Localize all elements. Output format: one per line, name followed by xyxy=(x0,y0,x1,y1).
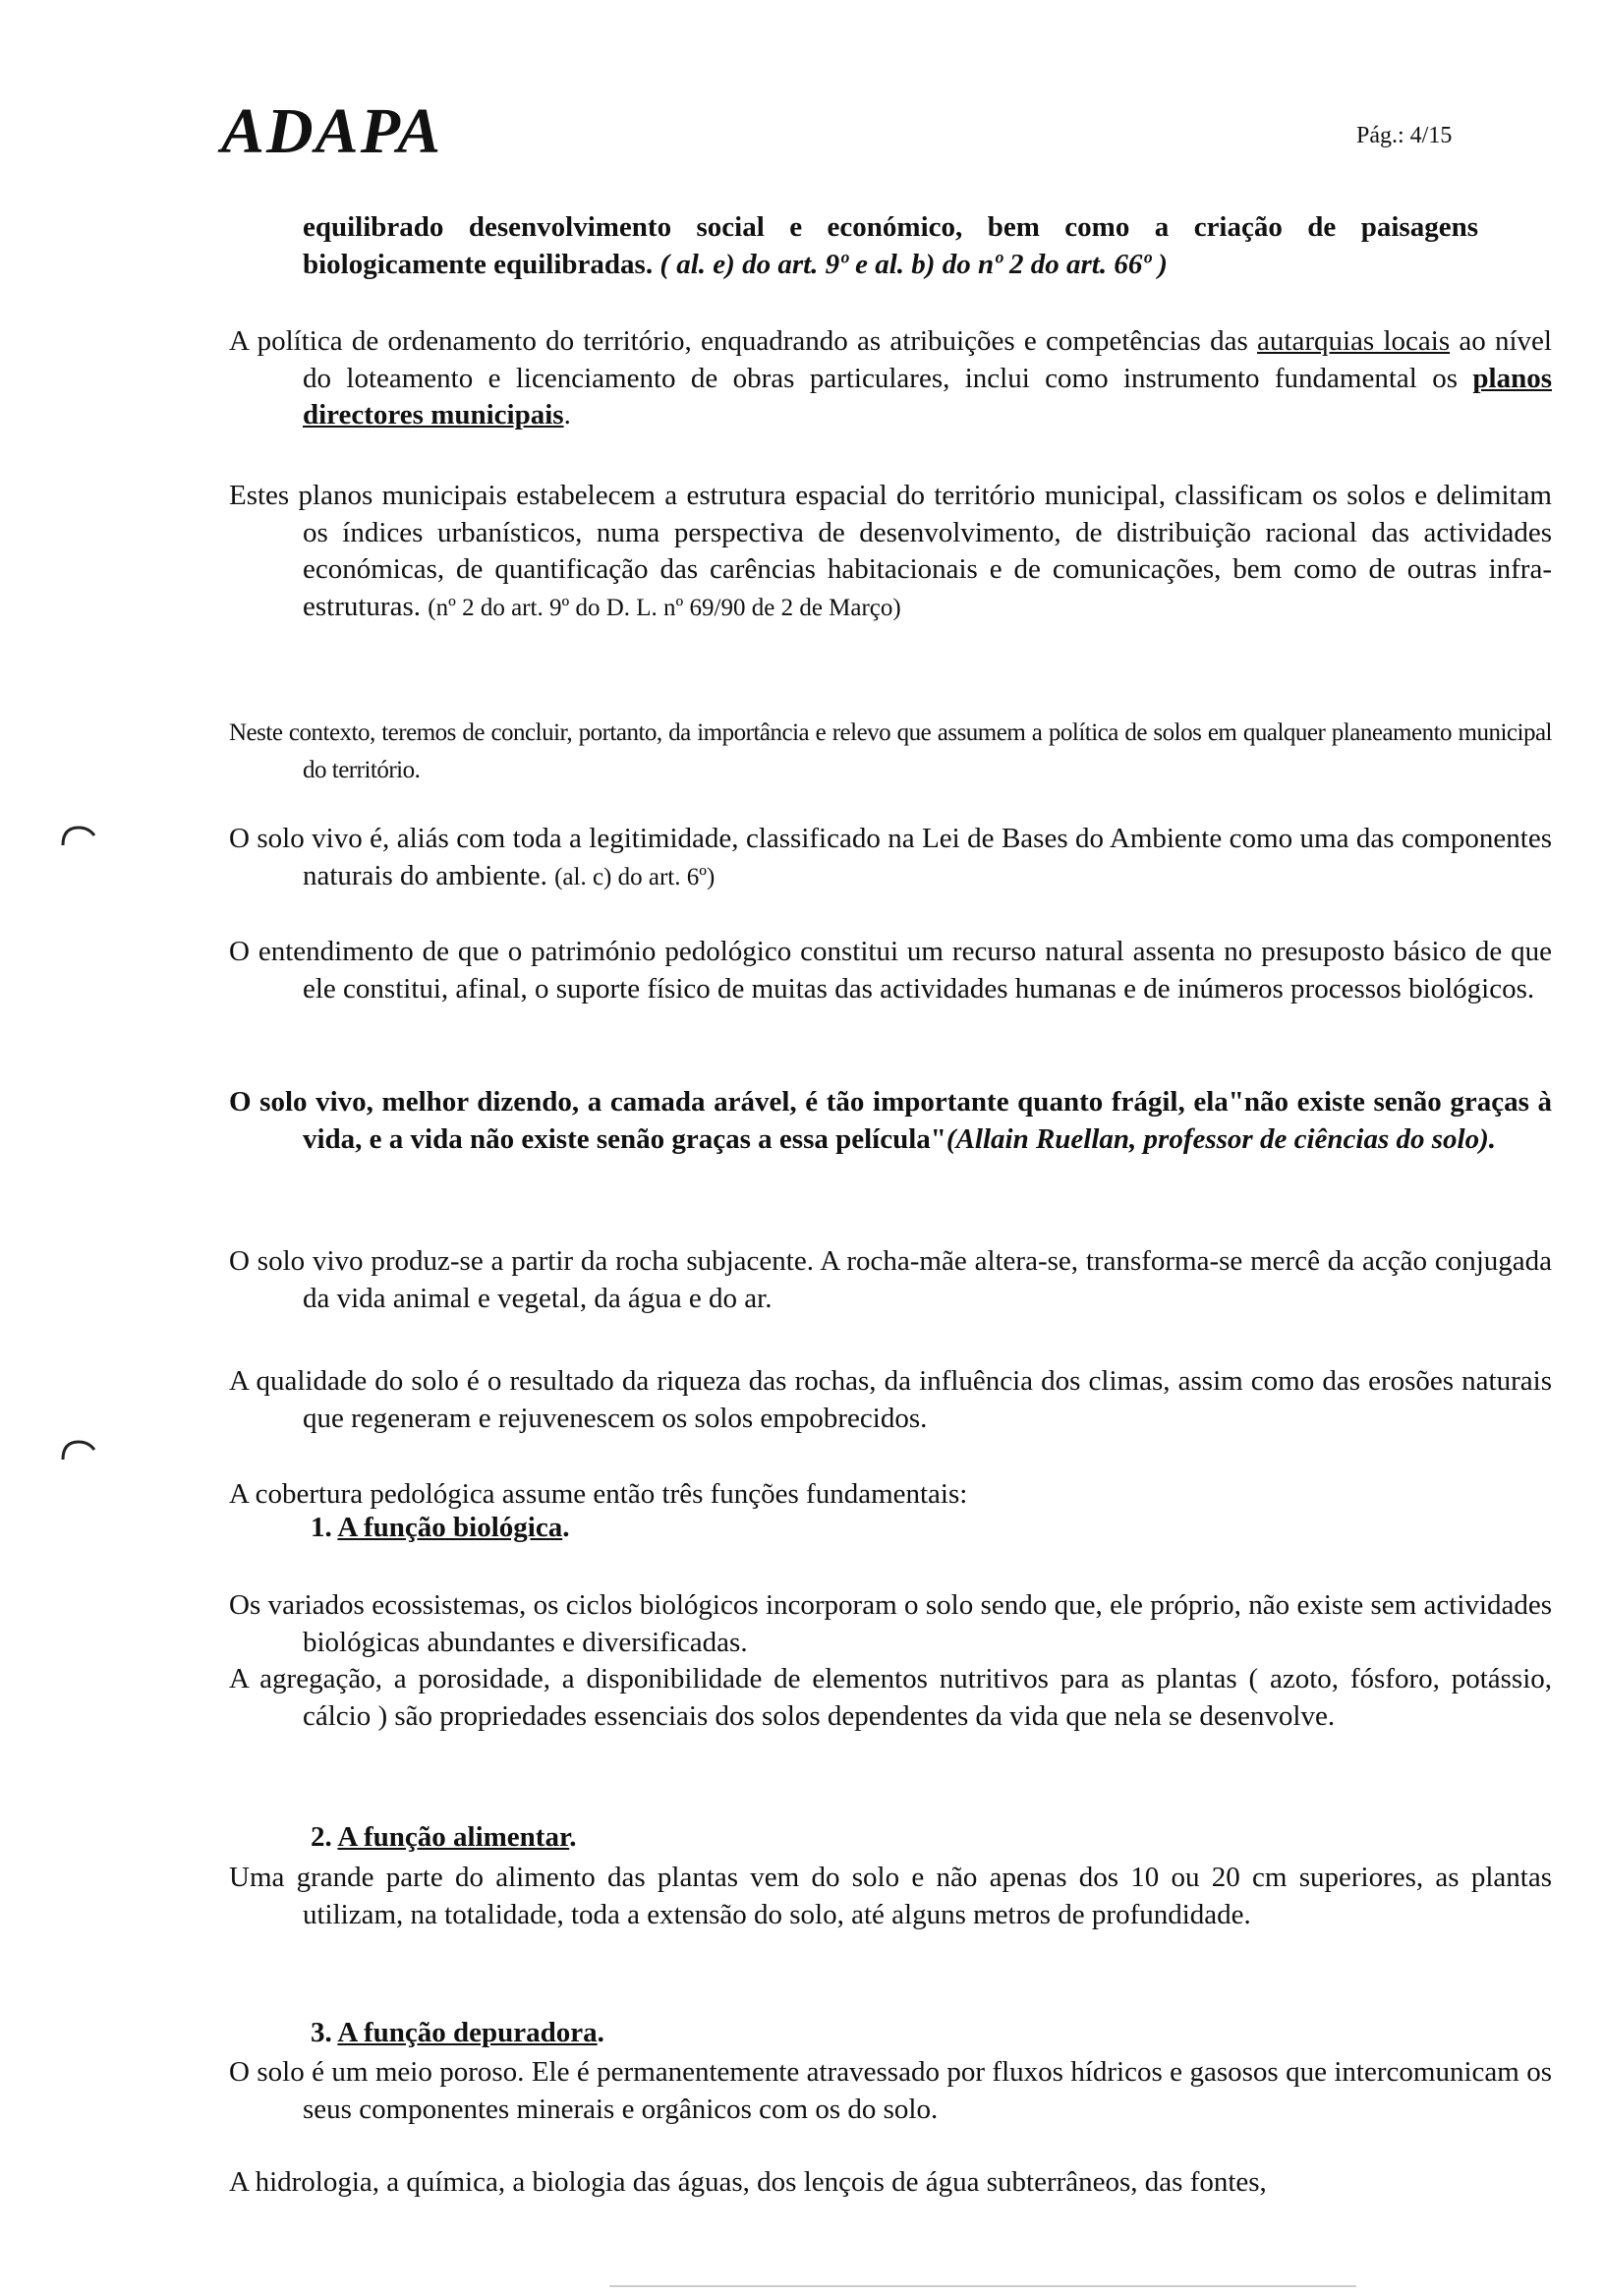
paragraph-qualidade: A qualidade do solo é o resultado da riqueza das rochas, da influência dos climas, assim como das erosões naturais que regeneram e rejuvenescem os solos empobrecidos. xyxy=(229,1365,1552,1434)
paragraph-agregacao: A agregação, a porosidade, a disponibilidade de elementos nutritivos para as plantas ( azoto, fósforo, potássio, cálcio ) são propriedades essenciais dos solos dependentes da vida que nela se desenvolve. xyxy=(229,1663,1552,1732)
paragraph-text: O solo vivo é, aliás com toda a legitimidade, classificado na Lei de Bases do Ambiente como uma das componentes naturais do ambiente. xyxy=(229,823,1552,891)
paragraph-text: ao nível do loteamento e licenciamento de obras particulares, inclui como instrumento fundamental os xyxy=(303,325,1552,394)
heading-funcao-alimentar xyxy=(311,1821,576,1854)
heading-title: A função alimentar xyxy=(337,1821,570,1853)
heading-punctuation: . xyxy=(597,2017,604,2048)
legal-reference: ( al. e) do art. 9º e al. b) do nº 2 do art. 66º ) xyxy=(659,248,1168,280)
heading-punctuation: . xyxy=(562,1512,570,1543)
paragraph-text: . xyxy=(563,399,571,430)
paragraph-cobertura: A cobertura pedológica assume então três funções fundamentais: xyxy=(229,1478,968,1510)
scan-mark xyxy=(59,824,98,847)
paragraph-contexto: Neste contexto, teremos de concluir, portanto, da importância e relevo que assumem a política de solos em qualquer planeamento municipal do território. xyxy=(229,719,1552,783)
heading-funcao-depuradora xyxy=(311,2017,604,2049)
scan-edge-line xyxy=(609,2285,1356,2287)
heading-title: A função depuradora xyxy=(337,2017,598,2048)
legal-reference: (al. c) do art. 6º) xyxy=(554,863,716,890)
paragraph-hidrologia: A hidrologia, a química, a biologia das águas, dos lençois de água subterrâneos, das fontes, xyxy=(229,2166,1267,2198)
paragraph-rocha: O solo vivo produz-se a partir da rocha subjacente. A rocha-mãe altera-se, transforma-se mercê da acção conjugada da vida animal e vegetal, da água e do ar. xyxy=(229,1245,1552,1314)
paragraph-alimento: Uma grande parte do alimento das plantas vem do solo e não apenas dos 10 ou 20 cm superiores, as plantas utilizam, na totalidade, toda a extensão do solo, até alguns metros de profundidade. xyxy=(229,1862,1552,1930)
paragraph-patrimonio: O entendimento de que o património pedológico constitui um recurso natural assenta no presuposto básico de que ele constitui, afinal, o suporte físico de muitas das actividades humanas e de inúmeros processos biológicos. xyxy=(229,936,1552,1004)
heading-number: 3. xyxy=(311,2017,338,2048)
planos-directores-text: planos directores municipais xyxy=(303,362,1552,430)
heading-number: 1. xyxy=(311,1512,338,1543)
autarquias-link-text: autarquias locais xyxy=(1257,325,1451,357)
paragraph-text: equilibrado desenvolvimento social e económico, bem como a criação de paisagens biologicamente equilibradas. xyxy=(303,211,1478,280)
heading-title: A função biológica xyxy=(337,1512,563,1543)
paragraph-ordenamento xyxy=(229,323,1552,434)
paragraph-camada-aravel xyxy=(229,1084,1552,1158)
scan-mark xyxy=(59,1438,98,1462)
paragraph-ecossistemas: Os variados ecossistemas, os ciclos biológicos incorporam o solo sendo que, ele próprio, não existe sem actividades biológicas abundantes e diversificadas. xyxy=(229,1589,1552,1658)
legal-reference: (nº 2 do art. 9º do D. L. nº 69/90 de 2 de Março) xyxy=(428,594,901,621)
heading-number: 2. xyxy=(311,1821,338,1853)
heading-funcao-biologica xyxy=(311,1512,569,1544)
paragraph-continuation xyxy=(303,209,1478,283)
quote-attribution: (Allain Ruellan, professor de ciências do solo). xyxy=(945,1122,1496,1155)
paragraph-solo-vivo xyxy=(229,821,1552,895)
paragraph-text: A política de ordenamento do território, enquadrando as atribuições e competências das xyxy=(229,325,1258,357)
heading-punctuation: . xyxy=(569,1821,577,1853)
paragraph-meio-poroso: O solo é um meio poroso. Ele é permanentemente atravessado por fluxos hídricos e gasosos que intercomunicam os seus componentes minerais e orgânicos com os do solo. xyxy=(229,2056,1552,2125)
quote-text: O solo vivo, melhor dizendo, a camada arável, é tão importante quanto frágil, ela"não existe senão graças à vida, e a vida não existe senão graças a essa película" xyxy=(229,1086,1552,1155)
paragraph-planos-municipais xyxy=(229,478,1552,626)
adapa-logo: ADAPA xyxy=(221,95,443,167)
paragraph-text: Estes planos municipais estabelecem a estrutura espacial do território municipal, classificam os solos e delimitam os índices urbanísticos, numa perspectiva de desenvolvimento, de distribuição racional das actividades económicas, de quantificação das carências habitacionais e de comunicações, bem como de outras infra-estruturas. xyxy=(229,480,1552,622)
page-number: Pág.: 4/15 xyxy=(1356,123,1453,148)
